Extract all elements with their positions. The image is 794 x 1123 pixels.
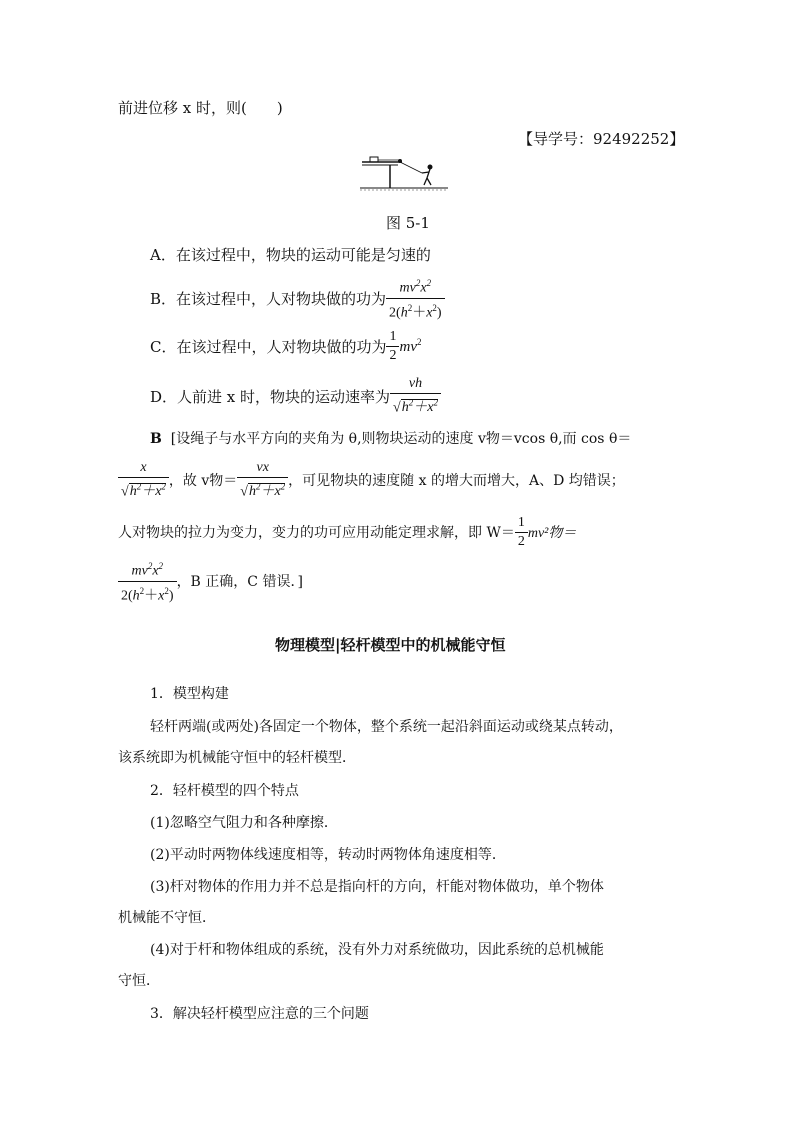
answer-text-3-end: mv²物＝ <box>527 526 577 541</box>
option-d-text: D．人前进 x 时，物块的运动速率为 <box>150 387 391 406</box>
p2-item-3-line-1: (3)杆对物体的作用力并不总是指向杆的方向，杆能对物体做功，单个物体 <box>150 879 604 895</box>
answer-text-2a: ，故 v物＝ <box>168 473 238 489</box>
answer-line-4 <box>118 560 303 602</box>
half-fraction: $\frac{1}{2}$ <box>515 515 528 550</box>
velocity-fraction: $\frac{vx}{√h^2+x^2}$ <box>237 460 288 501</box>
question-stem-end: 前进位移 x 时，则( ) <box>118 99 283 117</box>
p2-title: 2．轻杆模型的四个特点 <box>150 783 299 799</box>
option-b <box>150 277 445 321</box>
p1-title: 1．模型构建 <box>150 686 229 702</box>
p2-item-1: (1)忽略空气阻力和各种摩擦． <box>150 815 338 831</box>
person-body <box>422 169 431 185</box>
p1-line-1: 轻杆两端(或两处)各固定一个物体，整个系统一起沿斜面运动或绕某点转动， <box>150 719 623 735</box>
p2-item-2: (2)平动时两物体线速度相等，转动时两物体角速度相等． <box>150 847 506 863</box>
rope <box>400 162 422 173</box>
option-c: C．在该过程中，人对物块做的功为 $\frac{1}{2}$ $mv^2$ <box>150 328 422 363</box>
p1-line-2: 该系统即为机械能守恒中的轻杆模型． <box>118 750 356 766</box>
option-d-fraction: $\frac{vh}{√h^2+x^2}$ <box>390 376 441 417</box>
p2-item-3-line-2: 机械能不守恒． <box>118 910 216 926</box>
option-b-fraction: $\frac{mv^2x^2}{2(h^2+x^2)}$ <box>386 275 445 321</box>
option-a: A．在该过程中，物块的运动可能是匀速的 <box>150 246 431 264</box>
p2-item-4-line-1: (4)对于杆和物体组成的系统，没有外力对系统做功，因此系统的总机械能 <box>150 942 604 958</box>
answer-letter: B <box>150 431 162 447</box>
answer-line-3 <box>118 512 576 552</box>
answer-text-1: [设绳子与水平方向的夹角为 θ,则物块运动的速度 v物＝vcos θ,而 cos θ＝ <box>170 431 632 447</box>
cos-fraction: $\frac{x}{√h^2+x^2}$ <box>118 460 169 501</box>
option-c-fraction: $\frac{1}{2}$ <box>386 329 399 364</box>
p3-title: 3．解决轻杆模型应注意的三个问题 <box>150 1006 369 1022</box>
work-fraction: $\frac{mv^2x^2}{2(h^2+x^2)}$ <box>118 558 177 604</box>
guide-number: 【导学号：92492252】 <box>518 130 685 148</box>
figure-caption: 图 5-1 <box>386 214 430 232</box>
p2-item-4-line-2: 守恒． <box>118 973 160 989</box>
option-d <box>150 375 441 417</box>
person-head <box>428 165 433 170</box>
answer-line-1 <box>150 428 631 448</box>
answer-text-2b: ，可见物块的速度随 x 的增大而增大，A、D 均错误； <box>288 473 625 489</box>
answer-text-3: 人对物块的拉力为变力，变力的功可应用动能定理求解，即 W＝ <box>118 525 515 541</box>
section-title: 物理模型|轻杆模型中的机械能守恒 <box>275 636 506 654</box>
option-c-text: C．在该过程中，人对物块做的功为 <box>150 337 387 356</box>
figure-table-person <box>360 152 450 194</box>
answer-text-4: ，B 正确，C 错误．] <box>176 574 303 590</box>
option-b-text: B．在该过程中，人对物块做的功为 <box>150 289 387 308</box>
answer-line-2 <box>118 458 625 502</box>
